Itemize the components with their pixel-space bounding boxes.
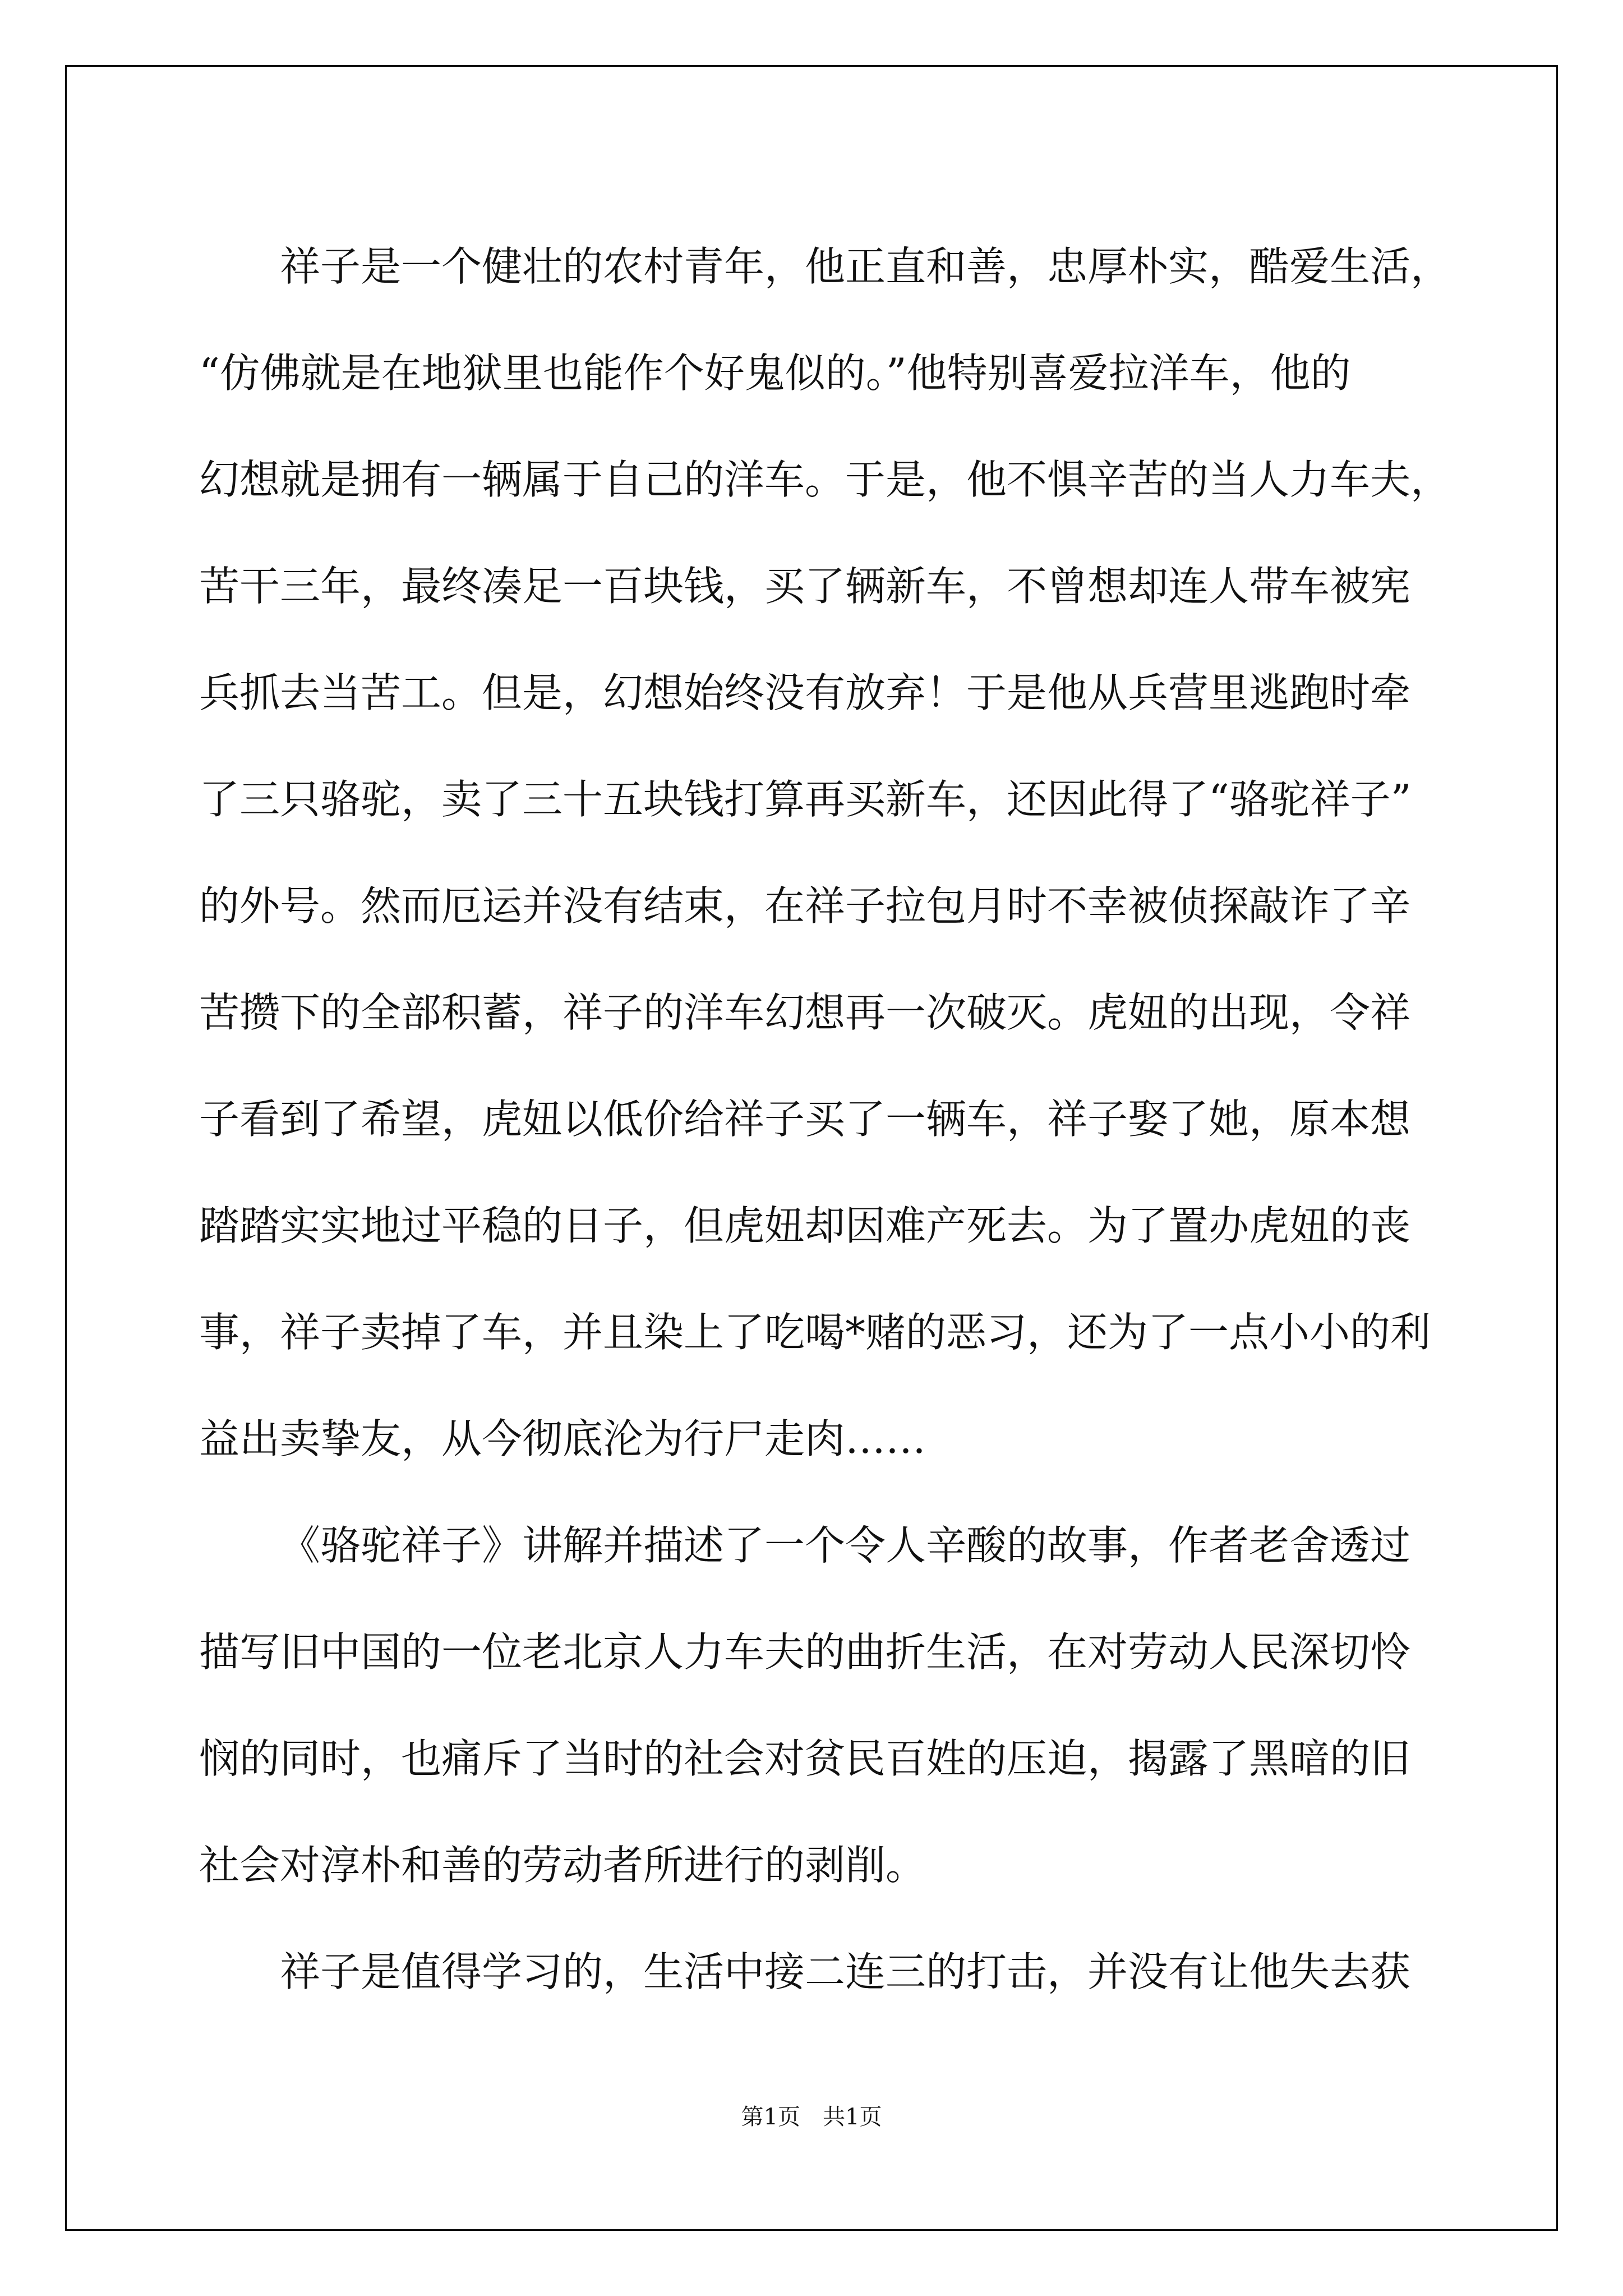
paragraph-1-line-4: 苦干三年，最终凑足一百块钱，买了辆新车，不曾想却连人带车被宪 [199, 563, 1411, 610]
paragraph-3-line-1: 祥子是值得学习的，生活中接二连三的打击，并没有让他失去获 [280, 1948, 1411, 1995]
paragraph-1-line-10: 踏踏实实地过平稳的日子，但虎妞却因难产死去。为了置办虎妞的丧 [199, 1202, 1411, 1249]
paragraph-1-line-5: 兵抓去当苦工。但是，幻想始终没有放弃！于是他从兵营里逃跑时牵 [199, 669, 1411, 716]
paragraph-1-line-8: 苦攒下的全部积蓄，祥子的洋车幻想再一次破灭。虎妞的出现，令祥 [199, 989, 1411, 1036]
paragraph-2-line-3: 悯的同时，也痛斥了当时的社会对贫民百姓的压迫，揭露了黑暗的旧 [199, 1735, 1411, 1782]
document-body [199, 213, 1451, 2025]
paragraph-1-line-9: 子看到了希望，虎妞以低价给祥子买了一辆车，祥子娶了她，原本想 [199, 1096, 1411, 1143]
paragraph-1-line-7: 的外号。然而厄运并没有结束，在祥子拉包月时不幸被侦探敲诈了辛 [199, 882, 1411, 930]
paragraph-2-line-4: 社会对淳朴和善的劳动者所进行的剥削。 [199, 1842, 926, 1889]
paragraph-1-line-6: 了三只骆驼，卖了三十五块钱打算再买新车，还因此得了“骆驼祥子” [199, 776, 1412, 823]
page-footer [0, 2099, 1623, 2131]
paragraph-2-line-2: 描写旧中国的一位老北京人力车夫的曲折生活，在对劳动人民深切怜 [199, 1628, 1411, 1676]
paragraph-1-line-2: “仿佛就是在地狱里也能作个好鬼似的。”他特别喜爱拉洋车，他的 [199, 349, 1351, 397]
page-number-total: 共1页 [823, 2104, 882, 2130]
paragraph-1-line-12: 益出卖挚友，从今彻底沦为行尸走肉…… [199, 1415, 926, 1462]
paragraph-1-line-3: 幻想就是拥有一辆属于自己的洋车。于是，他不惧辛苦的当人力车夫， [199, 456, 1451, 503]
paragraph-1-line-1: 祥子是一个健壮的农村青年，他正直和善，忠厚朴实，酷爱生活， [280, 243, 1451, 290]
paragraph-2-line-1: 《骆驼祥子》讲解并描述了一个令人辛酸的故事，作者老舍透过 [280, 1522, 1411, 1569]
paragraph-1-line-11: 事，祥子卖掉了车，并且染上了吃喝*赌的恶习，还为了一点小小的利 [199, 1309, 1431, 1356]
page-number-current: 第1页 [741, 2104, 800, 2130]
